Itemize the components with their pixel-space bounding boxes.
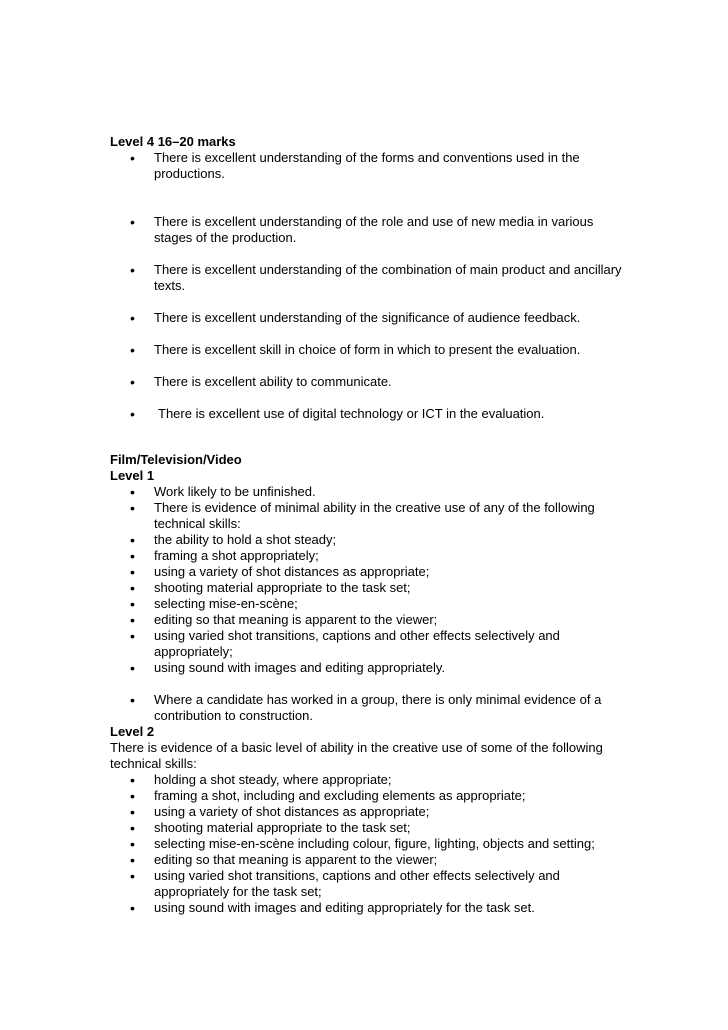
spacer	[110, 438, 630, 452]
list-item: • holding a shot steady, where appropriate;	[110, 772, 630, 788]
list-item: • the ability to hold a shot steady;	[110, 532, 630, 548]
list-item: • using varied shot transitions, captions and other effects selectively and appropriately;	[110, 628, 630, 660]
list-item: • selecting mise-en-scène including colour, figure, lighting, objects and setting;	[110, 836, 630, 852]
list-item: • shooting material appropriate to the task set;	[110, 820, 630, 836]
list-item: • selecting mise-en-scène;	[110, 596, 630, 612]
spacer	[110, 676, 630, 692]
spacer	[110, 182, 630, 214]
list-item: • framing a shot appropriately;	[110, 548, 630, 564]
level4-heading: Level 4 16–20 marks	[110, 134, 236, 149]
level1-list	[110, 484, 630, 676]
list-item: • using varied shot transitions, captions and other effects selectively and appropriately for the task set;	[110, 868, 630, 900]
list-item: • using a variety of shot distances as appropriate;	[110, 564, 630, 580]
list-item: • editing so that meaning is apparent to the viewer;	[110, 612, 630, 628]
level1-group-list	[110, 692, 630, 724]
list-item: • There is excellent understanding of the role and use of new media in various stages of the production.	[110, 214, 630, 246]
level2-intro: There is evidence of a basic level of ability in the creative use of some of the following technical skills:	[110, 740, 603, 771]
level1-heading: Level 1	[110, 468, 155, 483]
list-item: • using a variety of shot distances as appropriate;	[110, 804, 630, 820]
level4-bullet-forms: • There is excellent understanding of the forms and conventions used in the productions.	[110, 150, 630, 182]
list-item: • using sound with images and editing appropriately.	[110, 660, 630, 676]
film-heading: Film/Television/Video	[110, 452, 242, 467]
list-item: • There is excellent ability to communicate.	[110, 374, 630, 390]
list-item: • There is excellent understanding of the combination of main product and ancillary texts.	[110, 262, 630, 294]
list-item: • using sound with images and editing appropriately for the task set.	[110, 900, 630, 916]
list-item: • There is excellent skill in choice of form in which to present the evaluation.	[110, 342, 630, 358]
level4-list	[110, 214, 630, 422]
list-item: • There is excellent understanding of the significance of audience feedback.	[110, 310, 630, 326]
list-item: • Where a candidate has worked in a group, there is only minimal evidence of a contribution to construction.	[110, 692, 650, 724]
list-item: • Work likely to be unfinished.	[110, 484, 630, 500]
list-item: • framing a shot, including and excluding elements as appropriate;	[110, 788, 630, 804]
list-item: • There is excellent use of digital technology or ICT in the evaluation.	[110, 406, 630, 422]
document-page	[110, 134, 630, 916]
list-item: • There is evidence of minimal ability in the creative use of any of the following technical skills:	[110, 500, 630, 532]
level2-heading: Level 2	[110, 724, 155, 739]
list-item: • shooting material appropriate to the task set;	[110, 580, 630, 596]
list-item: • editing so that meaning is apparent to the viewer;	[110, 852, 630, 868]
level4-first-list	[110, 150, 630, 182]
level2-list	[110, 772, 630, 916]
